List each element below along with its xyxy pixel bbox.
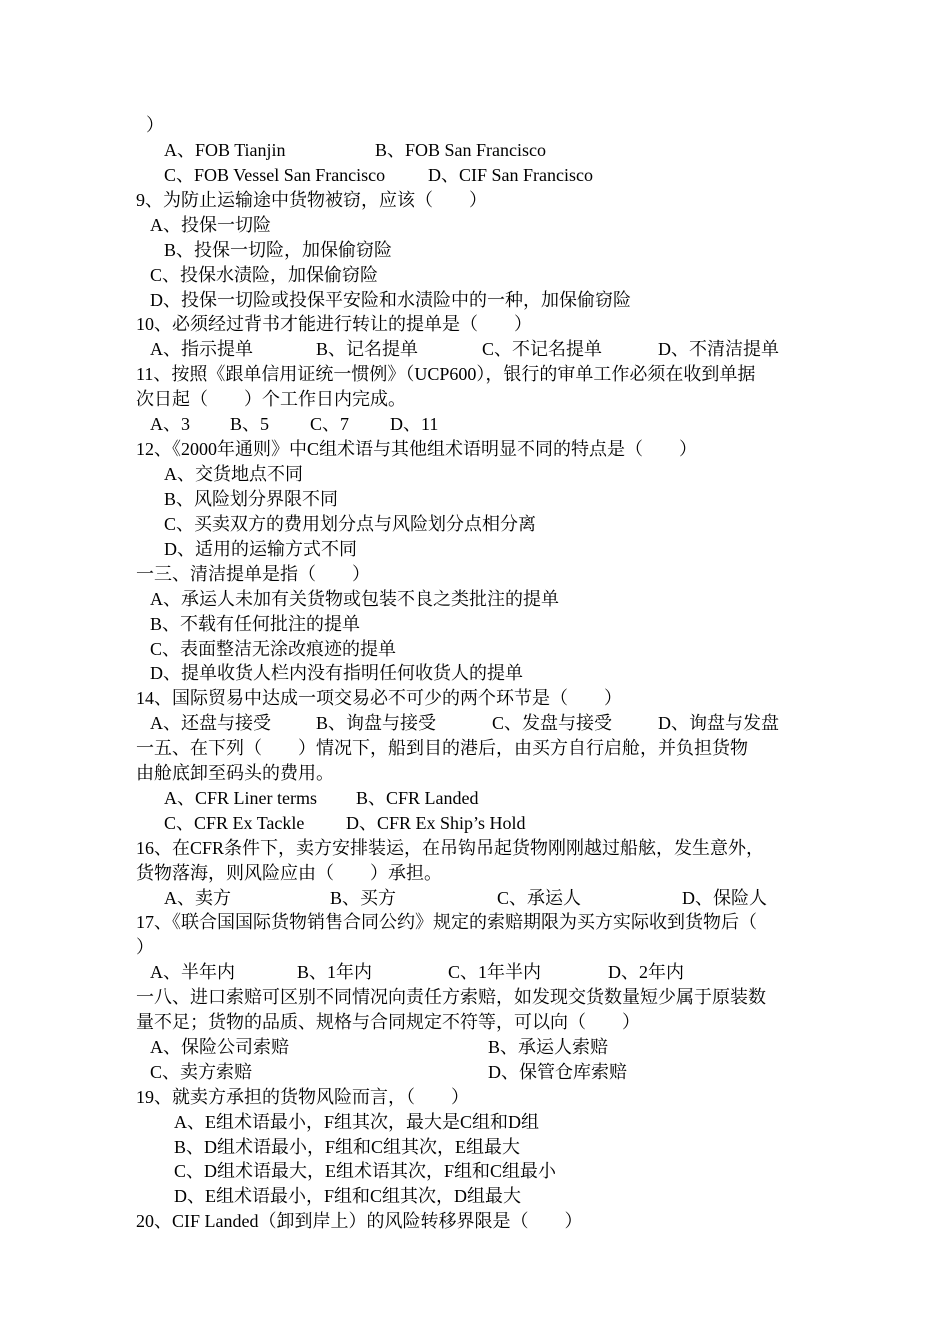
q13-option-b: B、不载有任何批注的提单 xyxy=(150,614,361,634)
q16-option-b: B、买方 xyxy=(330,888,397,908)
q9-option-b: B、投保一切险，加保偷窃险 xyxy=(164,240,393,260)
q13-option-a: A、承运人未加有关货物或包装不良之类批注的提单 xyxy=(150,589,559,609)
question-20: 20、CIF Landed（卸到岸上）的风险转移界限是（ ） xyxy=(136,1211,583,1231)
q9-option-d: D、投保一切险或投保平安险和水渍险中的一种，加保偷窃险 xyxy=(150,290,631,310)
q8-option-a: A、FOB Tianjin xyxy=(164,140,286,160)
q19-option-b: B、D组术语最小，F组和C组其次，E组最大 xyxy=(174,1137,521,1157)
question-16-cont: 货物落海，则风险应由（ ）承担。 xyxy=(136,863,442,883)
question-15-cont: 由舱底卸至码头的费用。 xyxy=(136,763,334,783)
question-8-closing-paren: ） xyxy=(146,115,164,135)
q9-option-a: A、投保一切险 xyxy=(150,215,271,235)
q17-option-b: B、1年内 xyxy=(297,962,373,982)
q11-option-c: C、7 xyxy=(310,414,350,434)
q11-option-b: B、5 xyxy=(230,414,270,434)
q18-option-b: B、承运人索赔 xyxy=(488,1037,609,1057)
q8-option-c: C、FOB Vessel San Francisco xyxy=(164,165,386,185)
q10-option-a: A、指示提单 xyxy=(150,339,253,359)
q16-option-d: D、保险人 xyxy=(682,888,767,908)
q12-option-b: B、风险划分界限不同 xyxy=(164,489,339,509)
q12-option-c: C、买卖双方的费用划分点与风险划分点相分离 xyxy=(164,514,537,534)
question-15: 一五、在下列（ ）情况下，船到目的港后，由买方自行启舱，并负担货物 xyxy=(136,738,748,758)
question-11-cont: 次日起（ ）个工作日内完成。 xyxy=(136,389,406,409)
q16-option-a: A、卖方 xyxy=(164,888,231,908)
q19-option-d: D、E组术语最小，F组和C组其次，D组最大 xyxy=(174,1186,522,1206)
question-18: 一八、进口索赔可区别不同情况向责任方索赔，如发现交货数量短少属于原装数 xyxy=(136,987,766,1007)
q12-option-d: D、适用的运输方式不同 xyxy=(164,539,357,559)
q10-option-d: D、不清洁提单 xyxy=(658,339,779,359)
q13-option-c: C、表面整洁无涂改痕迹的提单 xyxy=(150,639,397,659)
q13-option-d: D、提单收货人栏内没有指明任何收货人的提单 xyxy=(150,663,523,683)
q15-option-b: B、CFR Landed xyxy=(356,788,479,808)
q18-option-a: A、保险公司索赔 xyxy=(150,1037,289,1057)
q18-option-d: D、保管仓库索赔 xyxy=(488,1062,627,1082)
q15-option-a: A、CFR Liner terms xyxy=(164,788,317,808)
q12-option-a: A、交货地点不同 xyxy=(164,464,303,484)
q14-option-d: D、询盘与发盘 xyxy=(658,713,779,733)
question-10: 10、必须经过背书才能进行转让的提单是（ ） xyxy=(136,314,532,334)
q17-option-d: D、2年内 xyxy=(608,962,684,982)
q15-option-d: D、CFR Ex Ship’s Hold xyxy=(346,813,526,833)
q8-option-d: D、CIF San Francisco xyxy=(428,165,593,185)
question-19: 19、就卖方承担的货物风险而言，（ ） xyxy=(136,1087,469,1107)
q14-option-c: C、发盘与接受 xyxy=(492,713,613,733)
q19-option-a: A、E组术语最小，F组其次，最大是C组和D组 xyxy=(174,1112,540,1132)
q8-option-b: B、FOB San Francisco xyxy=(375,140,546,160)
question-17: 17、《联合国国际货物销售合同公约》规定的索赔期限为买方实际收到货物后（ xyxy=(136,912,757,932)
q11-option-d: D、11 xyxy=(390,414,439,434)
q14-option-a: A、还盘与接受 xyxy=(150,713,271,733)
q15-option-c: C、CFR Ex Tackle xyxy=(164,813,305,833)
q10-option-c: C、不记名提单 xyxy=(482,339,603,359)
q18-option-c: C、卖方索赔 xyxy=(150,1062,253,1082)
question-13: 一三、清洁提单是指（ ） xyxy=(136,564,370,584)
question-14: 14、国际贸易中达成一项交易必不可少的两个环节是（ ） xyxy=(136,688,622,708)
q10-option-b: B、记名提单 xyxy=(316,339,419,359)
question-12: 12、《2000年通则》中C组术语与其他组术语明显不同的特点是（ ） xyxy=(136,439,698,459)
q9-option-c: C、投保水渍险，加保偷窃险 xyxy=(150,265,379,285)
question-11: 11、按照《跟单信用证统一惯例》（UCP600），银行的审单工作必须在收到单据 xyxy=(136,364,756,384)
question-9: 9、为防止运输途中货物被窃，应该（ ） xyxy=(136,190,487,210)
question-17-cont: ） xyxy=(136,937,154,957)
q14-option-b: B、询盘与接受 xyxy=(316,713,437,733)
q19-option-c: C、D组术语最大，E组术语其次，F组和C组最小 xyxy=(174,1161,557,1181)
q17-option-a: A、半年内 xyxy=(150,962,235,982)
q16-option-c: C、承运人 xyxy=(497,888,582,908)
q11-option-a: A、3 xyxy=(150,414,190,434)
question-18-cont: 量不足；货物的品质、规格与合同规定不符等，可以向（ ） xyxy=(136,1012,640,1032)
q17-option-c: C、1年半内 xyxy=(448,962,542,982)
question-16: 16、在CFR条件下，卖方安排装运，在吊钩吊起货物刚刚越过船舷，发生意外， xyxy=(136,838,765,858)
